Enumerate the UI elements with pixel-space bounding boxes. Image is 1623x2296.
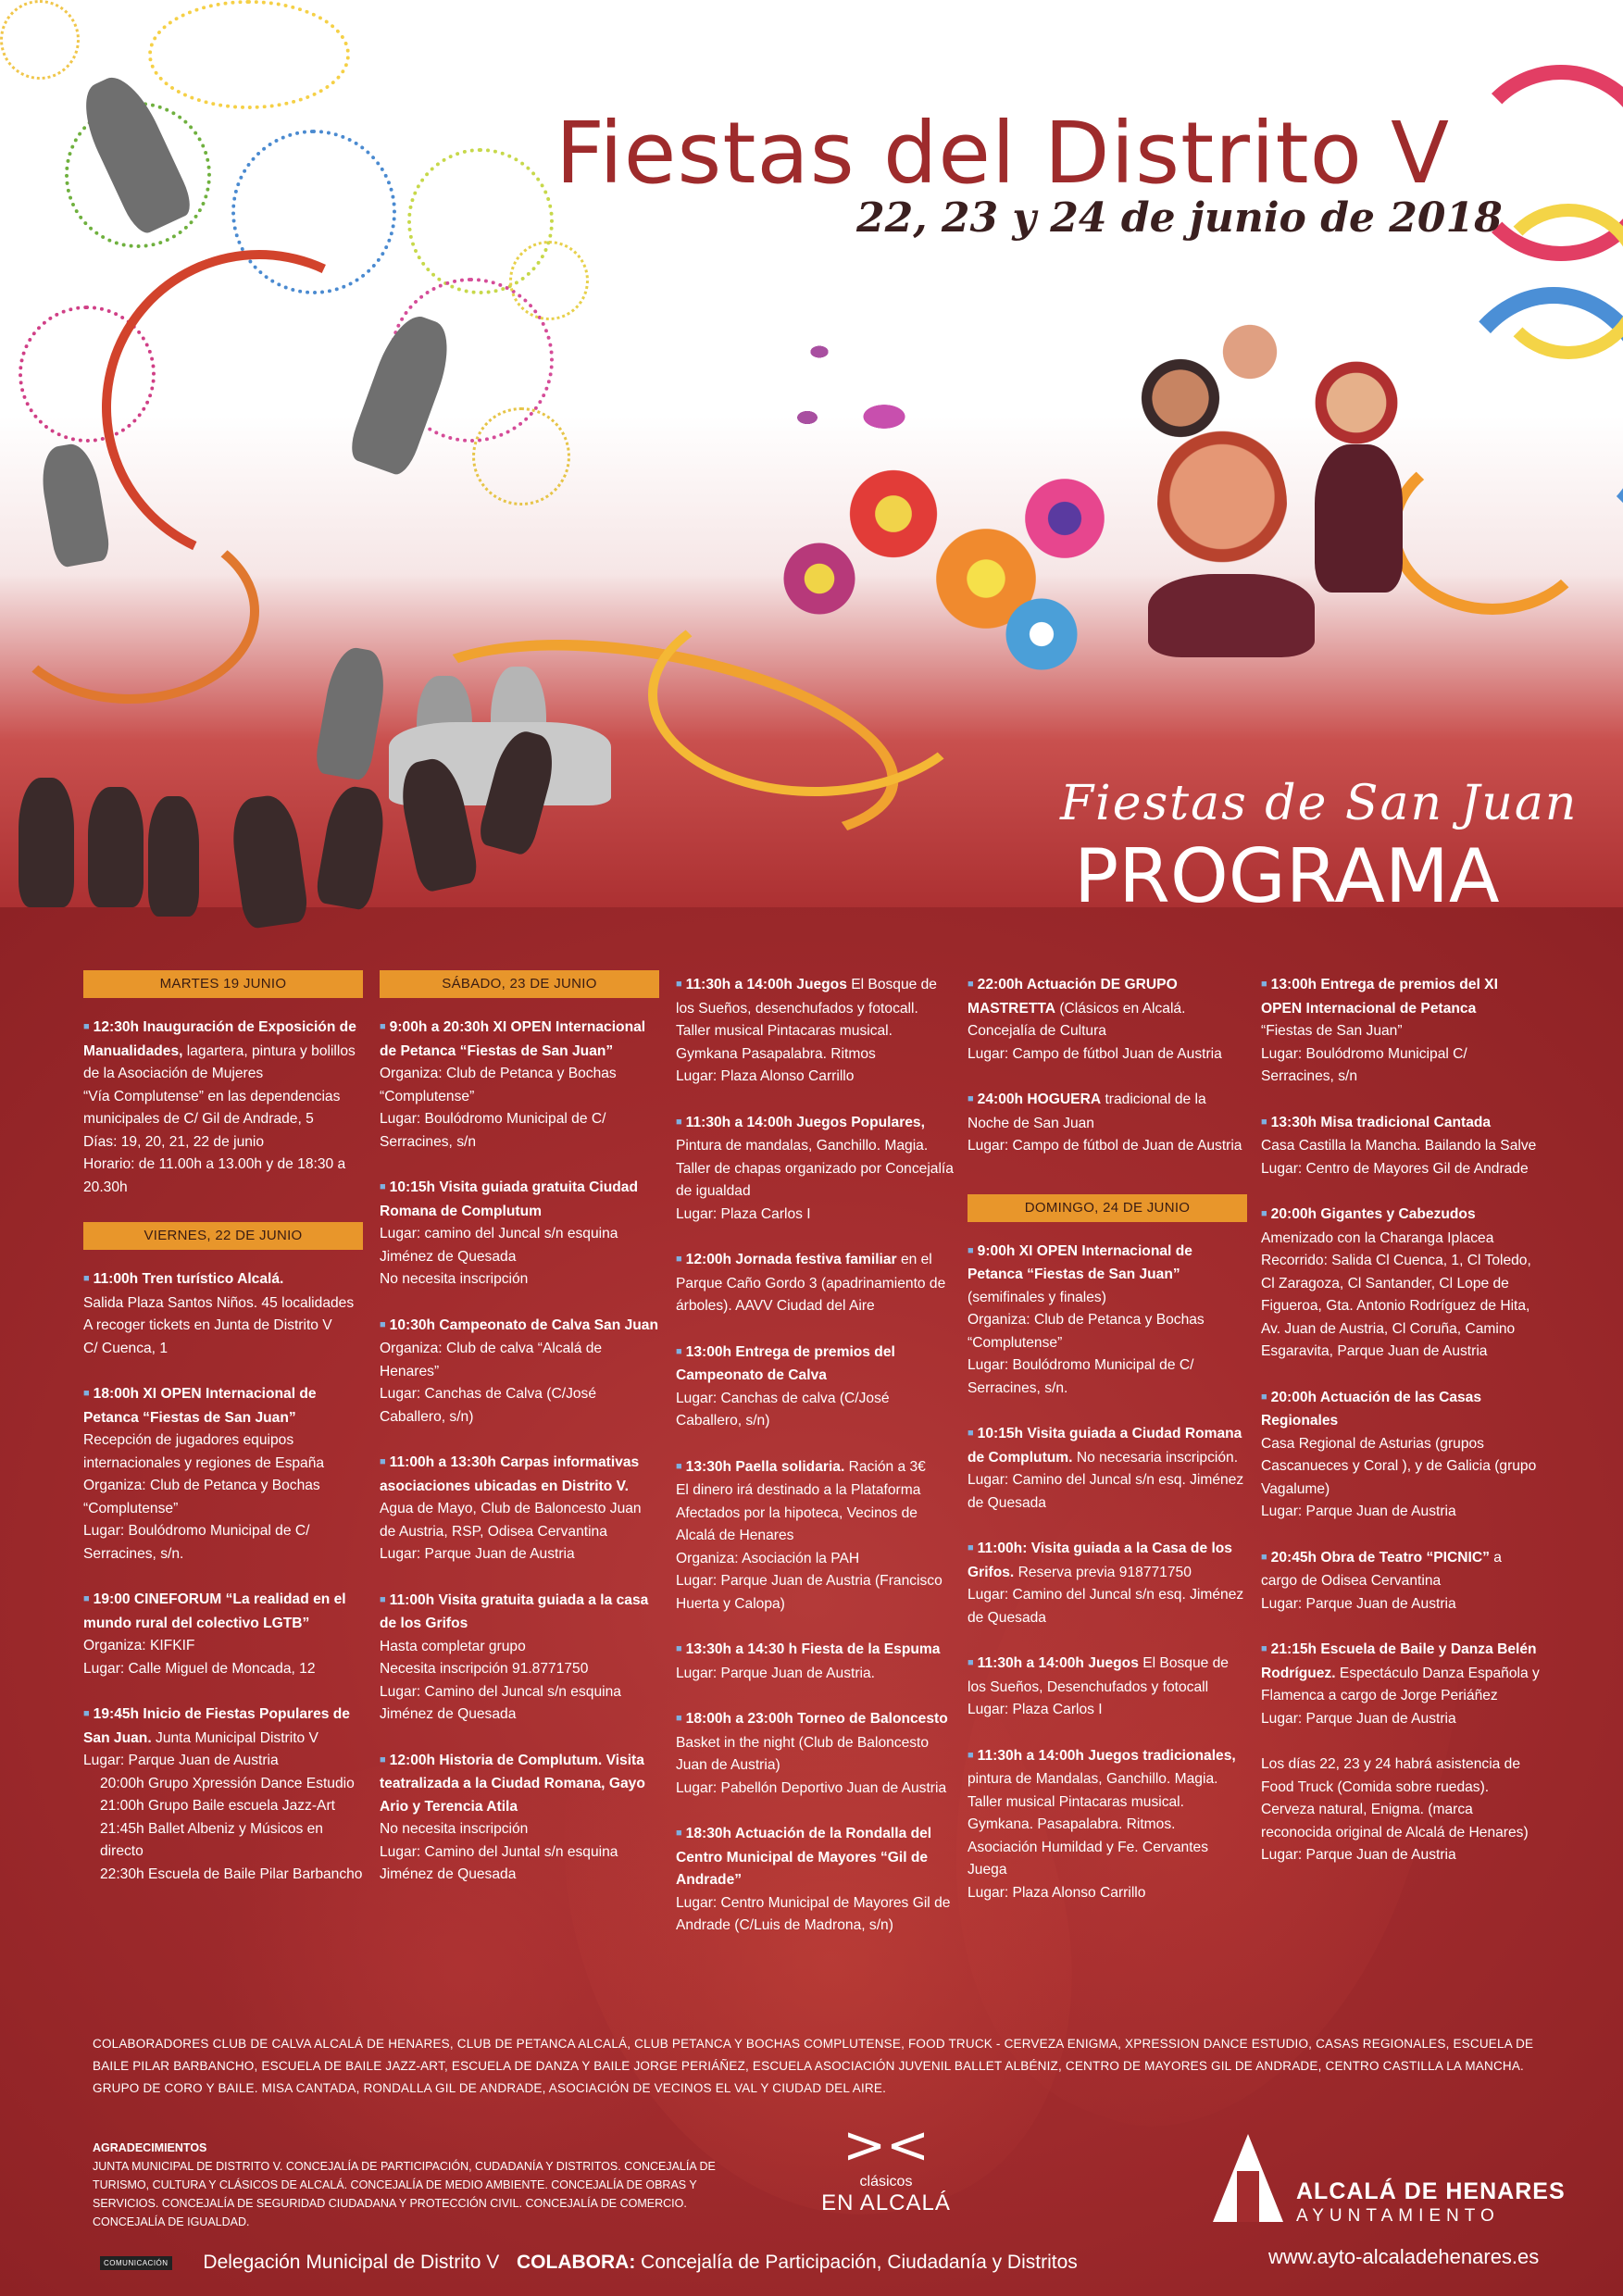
event-detail: Lugar: Parque Juan de Austria (Francisco Huerta y Calopa) bbox=[676, 1573, 943, 1612]
event-detail: El Bosque de los Sueños, desenchufados y fotocall. Taller musical Pintacaras musical. Gymkana Pasapalabra. Ritmos bbox=[676, 977, 937, 1062]
dancer-figure-icon bbox=[313, 644, 390, 781]
event-detail: Lugar: Parque Juan de Austria bbox=[1261, 1595, 1456, 1612]
event-detail: Lugar: Parque Juan de Austria bbox=[83, 1753, 279, 1768]
event-title: ■ 19:45h Inicio de Fiestas Populares de San Juan. bbox=[83, 1706, 350, 1746]
event-detail: Organiza: Club de Petanca y Bochas “Complutense” bbox=[968, 1312, 1205, 1351]
event-title: ■ 11:00h Visita gratuita guiada a la casa de los Grifos bbox=[380, 1590, 659, 1636]
event-title: ■ 24:00h HOGUERA bbox=[968, 1092, 1101, 1107]
event-title: ■ 10:15h Visita guiada gratuita Ciudad Romana de Complutum bbox=[380, 1177, 659, 1223]
event-detail: Agua de Mayo, Club de Baloncesto Juan de Austria, RSP, Odisea Cervantina bbox=[380, 1501, 642, 1540]
event-title: ■ 13:30h a 14:30 h Fiesta de la Espuma bbox=[676, 1639, 955, 1663]
event-title: ■ 13:30h Paella solidaria. bbox=[676, 1459, 844, 1475]
event bbox=[1261, 1204, 1541, 1364]
clasicos-mark-icon: >< bbox=[843, 2115, 930, 2176]
event-title: ■ 12:30h Inauguración de Exposición de Manualidades, bbox=[83, 1019, 356, 1059]
event bbox=[676, 1112, 955, 1227]
event-detail: Casa Regional de Asturias (grupos Cascanueces y Coral ), y de Galicia (grupo Vagalume) bbox=[1261, 1435, 1537, 1497]
event-detail: Lugar: Campo de fútbol de Juan de Austria bbox=[968, 1138, 1242, 1154]
day-header: SÁBADO, 23 DE JUNIO bbox=[380, 970, 659, 998]
event-detail: Lugar: Boulódromo Municipal de C/ Serracines, s/n. bbox=[83, 1523, 310, 1562]
event bbox=[380, 1315, 659, 1429]
event-detail: Organiza: Club de Petanca y Bochas “Complutense” bbox=[380, 1066, 617, 1104]
event-detail: Lugar: Calle Miguel de Moncada, 12 bbox=[83, 1660, 316, 1677]
event bbox=[676, 1341, 955, 1433]
event-detail: Junta Municipal Distrito V bbox=[156, 1729, 318, 1746]
food-truck-note bbox=[1261, 1753, 1541, 1867]
event bbox=[968, 1089, 1247, 1158]
child-figure-icon bbox=[88, 787, 144, 907]
event bbox=[83, 1703, 363, 1886]
program-column-3 bbox=[676, 974, 955, 1961]
event bbox=[1261, 1547, 1541, 1616]
event bbox=[676, 1823, 955, 1938]
event-detail: a cargo de Odisea Cervantina bbox=[1261, 1549, 1502, 1589]
delegacion-text: Delegación Municipal de Distrito V bbox=[203, 2252, 500, 2273]
event-detail: Lugar: Camino del Juncal s/n esquina Jiménez de Quesada bbox=[380, 1683, 621, 1722]
event-detail: Organiza: KIFKIF bbox=[83, 1638, 195, 1653]
butterfly-icon bbox=[852, 398, 917, 435]
event bbox=[83, 1017, 363, 1199]
event-title: ■ 9:00h XI OPEN Internacional de Petanca “Fiestas de San Juan” bbox=[968, 1241, 1247, 1287]
ayuntamiento-name: ALCALÁ DE HENARES bbox=[1296, 2178, 1566, 2204]
event-title: ■ 18:00h a 23:00h Torneo de Baloncesto bbox=[676, 1708, 955, 1732]
program-column-4 bbox=[968, 974, 1247, 1928]
giant-head-icon bbox=[1315, 352, 1398, 454]
giant-body-icon bbox=[1148, 574, 1315, 657]
acknowledgements bbox=[93, 2139, 722, 2231]
giant-body-icon bbox=[1315, 444, 1403, 593]
event-title: ■ 11:30h a 14:00h Juegos Populares, bbox=[676, 1112, 955, 1136]
event bbox=[380, 1452, 659, 1566]
program-column-1 bbox=[83, 970, 363, 1909]
colabora-text: Concejalía de Participación, Ciudadanía y Distritos bbox=[641, 2252, 1078, 2273]
programa-heading: PROGRAMA bbox=[1074, 833, 1500, 919]
ayuntamiento-website: www.ayto-alcaladehenares.es bbox=[1268, 2245, 1540, 2268]
swirl-icon bbox=[1389, 444, 1596, 615]
event-detail: El dinero irá destinado a la Plataforma Afectados por la hipoteca, Vecinos de Alcalá de Henares bbox=[676, 1482, 921, 1543]
event-detail: tradicional de la Noche de San Juan bbox=[968, 1092, 1206, 1131]
event-detail: Organiza: Club de calva “Alcalá de Henares” bbox=[380, 1341, 603, 1379]
event-title: ■ 13:00h Entrega de premios del Campeonato de Calva bbox=[676, 1341, 955, 1388]
event-title: ■ 13:00h Entrega de premios del XI OPEN Internacional de Petanca bbox=[1261, 974, 1541, 1020]
ayuntamiento-sub: AYUNTAMIENTO bbox=[1296, 2206, 1500, 2226]
event-detail: Días: 19, 20, 21, 22 de junio bbox=[83, 1133, 265, 1150]
event-detail: Pintura de mandalas, Ganchillo. Magia. Taller de chapas organizado por Concejalía de igualdad bbox=[676, 1138, 954, 1199]
event-title: ■ 11:30h a 14:00h Juegos tradicionales, bbox=[968, 1748, 1236, 1764]
event-detail: pintura de Mandalas, Ganchillo. Magia. Taller musical Pintacaras musical. Gymkana. Pasapalabra. Ritmos. Asociación Humildad y Fe. Cervantes Juega bbox=[968, 1771, 1218, 1878]
butterfly-icon bbox=[792, 407, 823, 428]
swirl-icon bbox=[648, 593, 981, 796]
event-detail: Lugar: Canchas de calva (C/José Caballero, s/n) bbox=[676, 1390, 890, 1429]
firework-icon bbox=[472, 407, 570, 505]
schedule-item: 21:45h Ballet Albeniz y Músicos en directo bbox=[100, 1820, 323, 1859]
event bbox=[676, 1708, 955, 1800]
event bbox=[676, 1639, 955, 1685]
event-detail: Lugar: Centro de Mayores Gil de Andrade bbox=[1261, 1160, 1529, 1177]
event-detail: No necesaria inscripción. Lugar: Camino del Juncal s/n esq. Jiménez de Quesada bbox=[968, 1449, 1244, 1511]
event-title: ■ 19:00 CINEFORUM “La realidad en el mundo rural del colectivo LGTB” bbox=[83, 1589, 363, 1635]
event-detail: Horario: de 11.00h a 13.00h y de 18:30 a 20.30h bbox=[83, 1156, 346, 1195]
event bbox=[1261, 1112, 1541, 1181]
acknowledgements-text: JUNTA MUNICIPAL DE DISTRITO V. CONCEJALÍA DE PARTICIPACIÓN, CUDADANÍA Y DISTRITOS. CONCEJALÍA DE TURISMO, CULTURA Y CLÁSICOS DE ALCALÁ. CONCEJALÍA DE MEDIO AMBIENTE. CONCEJALÍA DE OBRAS Y SERVICIOS. CONCEJALÍA DE SEGURIDAD CIUDADANA Y PROTECCIÓN CIVIL. CONCEJALÍA DE COMERCIO. CONCEJALÍA DE IGUALDAD. bbox=[93, 2160, 716, 2228]
event-title: ■ 13:30h Misa tradicional Cantada bbox=[1261, 1112, 1541, 1136]
schedule-item: 20:00h Grupo Xpressión Dance Estudio bbox=[100, 1775, 355, 1791]
flower-icon bbox=[778, 537, 861, 620]
event-detail: en el Parque Caño Gordo 3 (apadrinamiento de árboles). AAVV Ciudad del Aire bbox=[676, 1252, 946, 1314]
event-title: ■ 22:00h Actuación DE GRUPO MASTRETTA bbox=[968, 977, 1178, 1017]
event-title: ■ 20:00h Gigantes y Cabezudos bbox=[1261, 1204, 1541, 1228]
event-detail: C/ Cuenca, 1 bbox=[83, 1340, 169, 1356]
event bbox=[1261, 1387, 1541, 1524]
event-title: ■ 10:30h Campeonato de Calva San Juan bbox=[380, 1315, 659, 1339]
event-title: ■ 12:00h Jornada festiva familiar bbox=[676, 1252, 897, 1267]
event-detail: Casa Castilla la Mancha. Bailando la Salve bbox=[1261, 1138, 1537, 1154]
giant-head-icon bbox=[1213, 306, 1287, 398]
comunicacion-badge: COMUNICACIÓN bbox=[100, 2256, 172, 2270]
event-detail: Lugar: Parque Juan de Austria bbox=[1261, 1504, 1456, 1519]
event-detail: Lugar: Canchas de Calva (C/José Caballero, s/n) bbox=[380, 1386, 597, 1425]
clasicos-logo bbox=[798, 2115, 974, 2216]
event-detail: Amenizado con la Charanga Iplacea bbox=[1261, 1229, 1494, 1246]
event-title: ■ 10:15h Visita guiada a Ciudad Romana de Complutum. bbox=[968, 1426, 1242, 1466]
child-figure-icon bbox=[19, 778, 74, 907]
event bbox=[380, 1750, 659, 1887]
event-detail: El Bosque de los Sueños, Desenchufados y fotocall bbox=[968, 1655, 1229, 1695]
event-detail: Lugar: Centro Municipal de Mayores Gil de Andrade (C/Luis de Madrona, s/n) bbox=[676, 1894, 951, 1933]
event-title: ■ 11:00h a 13:30h Carpas informativas asociaciones ubicadas en Distrito V. bbox=[380, 1454, 639, 1494]
event bbox=[380, 1177, 659, 1292]
poster-subtitle: Fiestas de San Juan bbox=[1060, 776, 1579, 831]
event bbox=[83, 1589, 363, 1680]
event-detail: Recorrido: Salida Cl Cuenca, 1, Cl Toledo, Cl Zaragoza, Cl Santander, Cl Lope de Figueroa, Gta. Antonio Rodríguez de Hita, Av. Juan de Austria, Cl Coruña, Camino Esgaravita, Parque Juan de Austria bbox=[1261, 1253, 1531, 1359]
event-detail: Lugar: camino del Juncal s/n esquina Jiménez de Quesada bbox=[380, 1226, 618, 1265]
note-text: Los días 22, 23 y 24 habrá asistencia de Food Truck (Comida sobre ruedas). Cerveza natural, Enigma. (marca reconocida original de Alcalá de Henares) bbox=[1261, 1756, 1529, 1841]
poster-dates: 22, 23 y 24 de junio de 2018 bbox=[856, 194, 1503, 242]
event bbox=[380, 1590, 659, 1727]
event-detail: Lugar: Parque Juan de Austria bbox=[380, 1546, 575, 1562]
program-column-5 bbox=[1261, 974, 1541, 1890]
footer-delegacion bbox=[100, 2252, 499, 2274]
event-detail: Ración a 3€ bbox=[848, 1458, 926, 1475]
event-detail: Necesita inscripción 91.8771750 bbox=[380, 1661, 589, 1677]
event-detail: Lugar: Campo de fútbol Juan de Austria bbox=[968, 1045, 1222, 1062]
day-header: MARTES 19 JUNIO bbox=[83, 970, 363, 998]
event-title: ■ 11:00h: Visita guiada a la Casa de los Grifos. bbox=[968, 1541, 1232, 1580]
event-detail: Organiza: Club de Petanca y Bochas “Complutense” bbox=[83, 1478, 320, 1516]
child-figure-icon bbox=[314, 783, 390, 911]
day-header: DOMINGO, 24 DE JUNIO bbox=[968, 1194, 1247, 1222]
event-detail: Organiza: Asociación la PAH bbox=[676, 1550, 860, 1566]
event-detail: (semifinales y finales) bbox=[968, 1289, 1106, 1305]
event-detail: (Clásicos en Alcalá. Concejalía de Cultura bbox=[968, 1000, 1186, 1039]
schedule-item: 21:00h Grupo Baile escuela Jazz-Art bbox=[100, 1798, 335, 1814]
acknowledgements-title: AGRADECIMIENTOS bbox=[93, 2141, 207, 2154]
swirl-icon bbox=[0, 518, 259, 704]
event-detail: municipales de C/ Gil de Andrade, 5 bbox=[83, 1111, 314, 1127]
event bbox=[1261, 974, 1541, 1089]
event-detail: A recoger tickets en Junta de Distrito V bbox=[83, 1317, 332, 1333]
event-detail: Lugar: Plaza Carlos I bbox=[676, 1205, 811, 1222]
event-detail: Espectáculo Danza Española y Flamenca a cargo de Jorge Periáñez bbox=[1261, 1665, 1540, 1703]
day-header: VIERNES, 22 DE JUNIO bbox=[83, 1222, 363, 1250]
event-detail: Lugar: Pabellón Deportivo Juan de Austria bbox=[676, 1779, 947, 1796]
event-detail: Lugar: Plaza Carlos I bbox=[968, 1702, 1103, 1717]
program-column-2 bbox=[380, 970, 659, 1910]
child-figure-icon bbox=[228, 792, 310, 930]
event-detail: Recepción de jugadores equipos internacionales y regiones de España bbox=[83, 1432, 325, 1471]
event bbox=[676, 1249, 955, 1318]
event-detail: Lugar: Plaza Alonso Carrillo bbox=[968, 1884, 1146, 1901]
event-detail: “Vía Complutense” en las dependencias bbox=[83, 1088, 341, 1104]
event bbox=[83, 1383, 363, 1566]
event-detail: “Fiestas de San Juan” bbox=[1261, 1023, 1403, 1039]
event bbox=[676, 974, 955, 1089]
event-title: ■ 11:30h a 14:00h Juegos bbox=[676, 977, 847, 992]
event-detail: Lugar: Camino del Juntal s/n esquina Jiménez de Quesada bbox=[380, 1843, 618, 1882]
event bbox=[968, 1538, 1247, 1629]
giant-head-icon bbox=[1139, 352, 1222, 444]
event-title: ■ 12:00h Historia de Complutum. Visita teatralizada a la Ciudad Romana, Gayo Ario y Terencia Atila bbox=[380, 1750, 659, 1819]
event-detail: No necesita inscripción bbox=[380, 1271, 529, 1287]
butterfly-icon bbox=[805, 343, 833, 361]
event-detail: Lugar: Parque Juan de Austria. bbox=[676, 1665, 875, 1681]
event-detail: Lugar: Parque Juan de Austria bbox=[1261, 1710, 1456, 1727]
child-figure-icon bbox=[148, 796, 199, 917]
event bbox=[380, 1017, 659, 1154]
flower-icon bbox=[1018, 472, 1111, 565]
event-title: ■ 18:00h XI OPEN Internacional de Petanca “Fiestas de San Juan” bbox=[83, 1383, 363, 1429]
ayuntamiento-a-icon bbox=[1213, 2134, 1283, 2222]
flower-icon bbox=[1000, 593, 1083, 676]
colabora-label: COLABORA: bbox=[517, 2252, 636, 2273]
event-title: ■ 20:45h Obra de Teatro “PICNIC” bbox=[1261, 1550, 1490, 1566]
event bbox=[676, 1456, 955, 1616]
event bbox=[968, 1423, 1247, 1515]
footer-colabora bbox=[517, 2252, 1078, 2274]
event-title: ■ 18:30h Actuación de la Rondalla del Centro Municipal de Mayores “Gil de Andrade” bbox=[676, 1823, 955, 1892]
poster-title: Fiestas del Distrito V bbox=[556, 104, 1451, 203]
firework-icon bbox=[0, 0, 80, 80]
giant-head-icon bbox=[1157, 426, 1287, 583]
event-detail: Lugar: Boulódromo Municipal de C/ Serracines, s/n bbox=[380, 1111, 606, 1150]
event bbox=[968, 1745, 1247, 1905]
event-detail: Hasta completar grupo bbox=[380, 1638, 526, 1654]
event bbox=[968, 1653, 1247, 1722]
event-detail: Salida Plaza Santos Niños. 45 localidades bbox=[83, 1294, 355, 1311]
event bbox=[1261, 1639, 1541, 1730]
clasicos-label: clásicos bbox=[859, 2174, 913, 2190]
event-detail: No necesita inscripción bbox=[380, 1821, 529, 1837]
event bbox=[83, 1268, 363, 1360]
event-detail: Lugar: Plaza Alonso Carrillo bbox=[676, 1068, 855, 1084]
event-detail: Lugar: Boulódromo Municipal C/ Serracines, s/n bbox=[1261, 1045, 1467, 1084]
event bbox=[968, 974, 1247, 1066]
event-detail: lagartera, pintura y bolillos de la Asociación de Mujeres bbox=[83, 1042, 356, 1081]
event-title: ■ 9:00h a 20:30h XI OPEN Internacional de Petanca “Fiestas de San Juan” bbox=[380, 1017, 659, 1063]
event-detail: Lugar: Boulódromo Municipal de C/ Serracines, s/n. bbox=[968, 1357, 1194, 1396]
event-title: ■ 11:30h a 14:00h Juegos bbox=[968, 1655, 1139, 1671]
clasicos-name: EN ALCALÁ bbox=[821, 2190, 951, 2215]
event-title: ■ 21:15h Escuela de Baile y Danza Belén Rodríguez. bbox=[1261, 1641, 1537, 1681]
firework-icon bbox=[148, 0, 350, 109]
event-title: ■ 11:00h Tren turístico Alcalá. bbox=[83, 1268, 363, 1292]
flower-icon bbox=[843, 463, 944, 565]
note-location: Lugar: Parque Juan de Austria bbox=[1261, 1847, 1456, 1863]
event-title: ■ 20:00h Actuación de las Casas Regionales bbox=[1261, 1387, 1541, 1433]
firework-icon bbox=[509, 241, 589, 320]
event-detail: Reserva previa 918771750 bbox=[1017, 1564, 1192, 1580]
schedule-item: 22:30h Escuela de Baile Pilar Barbancho bbox=[100, 1866, 363, 1882]
event-detail: Lugar: Camino del Juncal s/n esq. Jiménez de Quesada bbox=[968, 1587, 1244, 1626]
spacer bbox=[968, 1181, 1247, 1194]
collaborators-text: COLABORADORES CLUB DE CALVA ALCALÁ DE HENARES, CLUB DE PETANCA ALCALÁ, CLUB PETANCA Y BOCHAS COMPLUTENSE, FOOD TRUCK - CERVEZA ENIGMA, XPRESSION DANCE ESTUDIO, CASAS REGIONALES, ESCUELA DE BAILE PILAR BARBANCHO, ESCUELA DE BAILE JAZZ-ART, ESCUELA DE DANZA Y BAILE JORGE PERIÁÑEZ, ESCUELA ASOCIACIÓN JUVENIL BALLET ALBÉNIZ, CENTRO DE MAYORES GIL DE ANDRADE, CENTRO CASTILLA LA MANCHA. GRUPO DE CORO Y BAILE. MISA CANTADA, RONDALLA GIL DE ANDRADE, ASOCIACIÓN DE VECINOS EL VAL Y CIUDAD DEL AIRE. bbox=[93, 2037, 1534, 2095]
event-detail: Basket in the night (Club de Baloncesto Juan de Austria) bbox=[676, 1734, 930, 1773]
event bbox=[968, 1241, 1247, 1401]
